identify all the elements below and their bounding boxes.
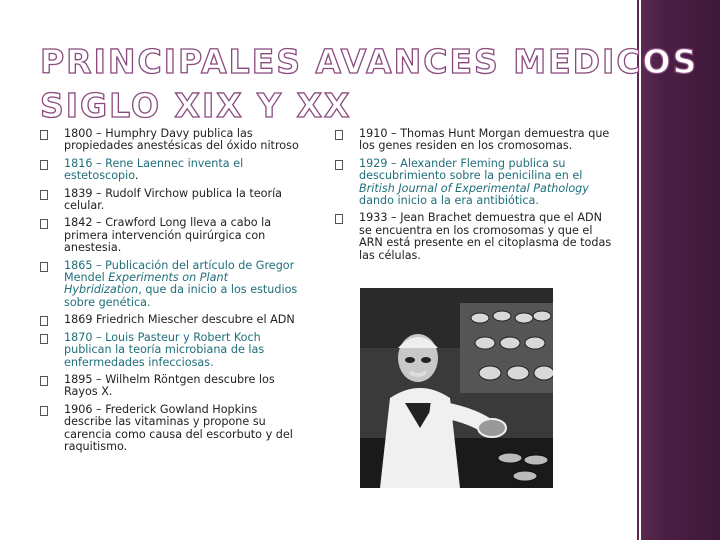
list-item: 1870 – Louis Pasteur y Robert Koch publican la teoría microbiana de las enfermedades infecciosas. — [40, 332, 308, 369]
bullet-icon — [40, 219, 48, 229]
left-bullet-list — [40, 128, 308, 458]
bullet-icon — [40, 316, 48, 326]
photo-illustration — [360, 288, 553, 488]
slide-title — [40, 40, 698, 128]
scientist-laboratory-photo — [360, 288, 553, 488]
list-item: 1929 – Alexander Fleming publica su descubrimiento sobre la penicilina en el British Journal of Experimental Pathology dando inicio a la era antibiótica. — [335, 158, 615, 208]
list-item: 1910 – Thomas Hunt Morgan demuestra que los genes residen en los cromosomas. — [335, 128, 615, 153]
bullet-icon — [40, 262, 48, 272]
bullet-icon — [40, 376, 48, 386]
list-item: 1839 – Rudolf Virchow publica la teoría celular. — [40, 188, 308, 213]
list-item: 1869 Friedrich Miescher descubre el ADN — [40, 314, 308, 326]
bullet-icon — [40, 334, 48, 344]
bullet-icon — [335, 160, 343, 170]
bullet-icon — [40, 160, 48, 170]
list-item: 1933 – Jean Brachet demuestra que el ADN se encuentra en los cromosomas y que el ARN está presente en el citoplasma de todas las células. — [335, 212, 615, 262]
list-item: 1842 – Crawford Long lleva a cabo la primera intervención quirúrgica con anestesia. — [40, 217, 308, 254]
right-bullet-list — [335, 128, 615, 267]
bullet-icon — [335, 214, 343, 224]
bullet-icon — [40, 406, 48, 416]
title-line-1: PRINCIPALES AVANCES MEDICOS — [40, 42, 699, 81]
list-item: 1865 – Publicación del artículo de Gregor Mendel Experiments on Plant Hybridization, que da inicio a los estudios sobre genética. — [40, 260, 308, 310]
bullet-icon — [335, 130, 343, 140]
title-line-2: SIGLO XIX Y XX — [40, 86, 352, 125]
bullet-icon — [40, 130, 48, 140]
list-item: 1906 – Frederick Gowland Hopkins describe las vitaminas y propone su carencia como causa del escorbuto y del raquitismo. — [40, 404, 308, 454]
list-item: 1800 – Humphry Davy publica las propiedades anestésicas del óxido nitroso — [40, 128, 308, 153]
list-item: 1816 – Rene Laennec inventa el estetoscopio. — [40, 158, 308, 183]
list-item: 1895 – Wilhelm Röntgen descubre los Rayos X. — [40, 374, 308, 399]
bullet-icon — [40, 190, 48, 200]
